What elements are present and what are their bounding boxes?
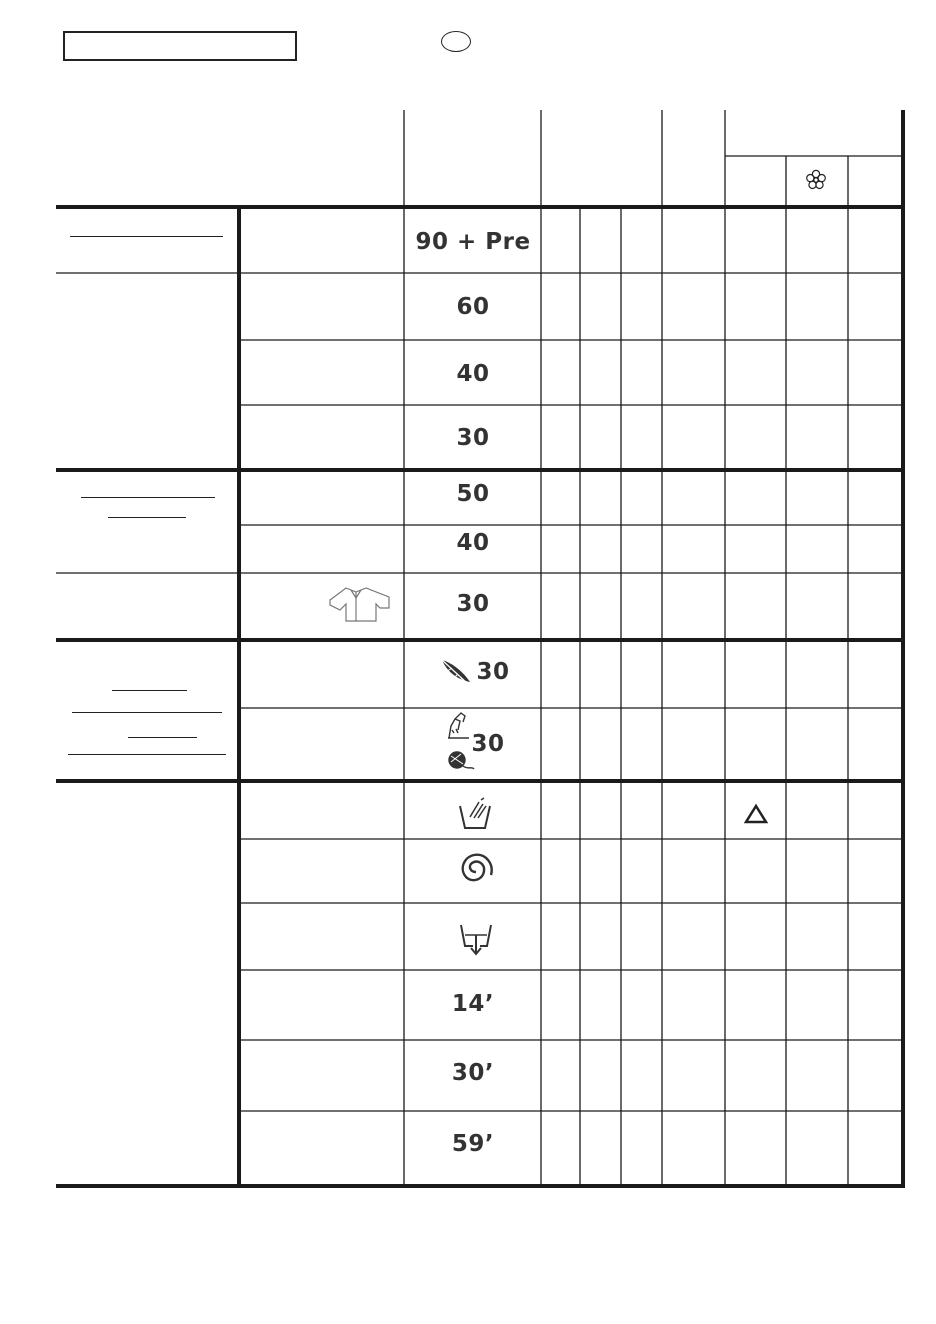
program-59-min: 59’ <box>451 1131 495 1157</box>
category-underline <box>68 754 226 755</box>
category-underline <box>108 517 186 518</box>
program-40: 40 <box>456 361 490 387</box>
program-30: 30 <box>456 425 490 451</box>
program-14-min: 14’ <box>451 991 495 1017</box>
program-30-shirts: 30 <box>456 591 490 617</box>
program-40-synthetic: 40 <box>456 530 490 556</box>
category-underline <box>128 737 197 738</box>
category-underline <box>81 497 215 498</box>
category-underline <box>112 690 187 691</box>
program-30-delicate: 30 <box>476 659 510 685</box>
program-90-pre: 90 + Pre <box>415 229 531 255</box>
category-underline <box>70 236 223 237</box>
program-30-handwash: 30 <box>471 731 505 757</box>
category-underline <box>72 712 222 713</box>
program-50: 50 <box>456 481 490 507</box>
program-60: 60 <box>456 294 490 320</box>
program-30-min: 30’ <box>451 1060 495 1086</box>
